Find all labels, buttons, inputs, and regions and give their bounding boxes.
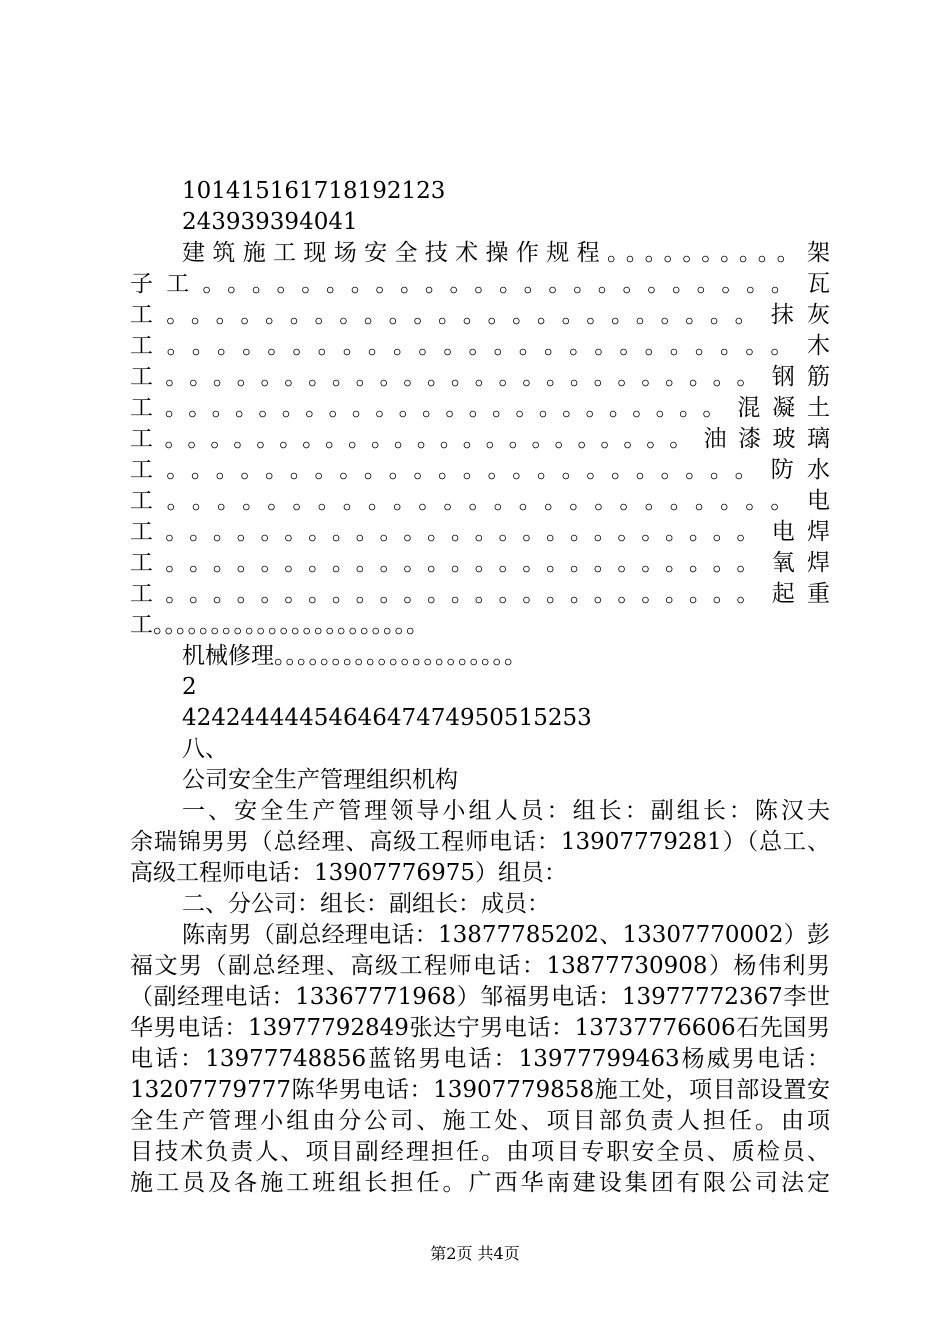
text-line: 目技术负责人、项目副经理担任。由项目专职安全员、质检员、	[130, 1139, 830, 1165]
text-line: 243939394041	[182, 209, 358, 235]
text-line: 工。。。。。。。。。。。。。。。。。。。。。。。油漆玻璃	[130, 426, 830, 452]
text-line: 二、分公司：组长：副组长：成员：	[182, 891, 550, 917]
text-line: 4242444445464647474950515253	[182, 705, 592, 731]
text-line: 福文男（副总经理、高级工程师电话：13877730908）杨伟利男	[130, 953, 830, 979]
text-line: 工。。。。。。。。。。。。。。。。。。。。。。。。。氧焊	[130, 550, 830, 576]
text-line: 机械修理。。。。。。。。。。。。。。。。。。。。。	[182, 643, 527, 669]
text-line: 工。。。。。。。。。。。。。。。。。。。。。。。。防水	[130, 457, 830, 483]
text-line: 施工员及各施工班组长担任。广西华南建设集团有限公司法定	[130, 1170, 830, 1196]
text-line: 陈南男（副总经理电话：13877785202、13307770002）彭	[182, 922, 830, 948]
text-line: 高级工程师电话：13907776975）组员：	[130, 860, 567, 886]
text-line: 八、	[182, 736, 228, 762]
text-line: 余瑞锦男男（总经理、高级工程师电话：13907779281）（总工、	[130, 829, 830, 855]
text-line: 工。。。。。。。。。。。。。。。。。。。。。。。。。木	[130, 333, 830, 359]
text-line: 建筑施工现场安全技术操作规程。。。。。。。。。。架	[182, 240, 830, 266]
text-line: 工。。。。。。。。。。。。。。。。。。。。。。。。。电	[130, 488, 830, 514]
text-line: 一、安全生产管理领导小组人员：组长：副组长：陈汉夫	[182, 798, 830, 824]
text-line: 13207779777陈华男电话：13907779858施工处，项目部设置安	[130, 1077, 830, 1103]
text-line: 工。。。。。。。。。。。。。。。。。。。。。。。	[130, 612, 429, 638]
text-line: 子工。。。。。。。。。。。。。。。。。。。。。。。。瓦	[130, 271, 830, 297]
text-line: 华男电话：13977792849张达宁男电话：13737776606石先国男	[130, 1015, 830, 1041]
text-line: 工。。。。。。。。。。。。。。。。。。。。。。。。。起重	[130, 581, 830, 607]
text-line: （副经理电话：13367771968）邹福男电话：13977772367李世	[130, 984, 830, 1010]
page-number-label: 第2页 共4页	[430, 1244, 520, 1263]
page-footer	[0, 1244, 950, 1264]
text-line: 工。。。。。。。。。。。。。。。。。。。。。。。。。钢筋	[130, 364, 830, 390]
text-line: 全生产管理小组由分公司、施工处、项目部负责人担任。由项	[130, 1108, 830, 1134]
text-line: 101415161718192123	[182, 178, 446, 204]
text-line: 工。。。。。。。。。。。。。。。。。。。。。。。。。电焊	[130, 519, 830, 545]
text-line: 工。。。。。。。。。。。。。。。。。。。。。。。。混凝土	[130, 395, 830, 421]
text-line: 电话：13977748856蓝铭男电话：13977799463杨威男电话：	[130, 1046, 830, 1072]
text-line: 公司安全生产管理组织机构	[182, 767, 458, 793]
text-line: 2	[182, 674, 197, 700]
document-body	[130, 176, 830, 1199]
text-line: 工。。。。。。。。。。。。。。。。。。。。。。。。抹灰	[130, 302, 830, 328]
